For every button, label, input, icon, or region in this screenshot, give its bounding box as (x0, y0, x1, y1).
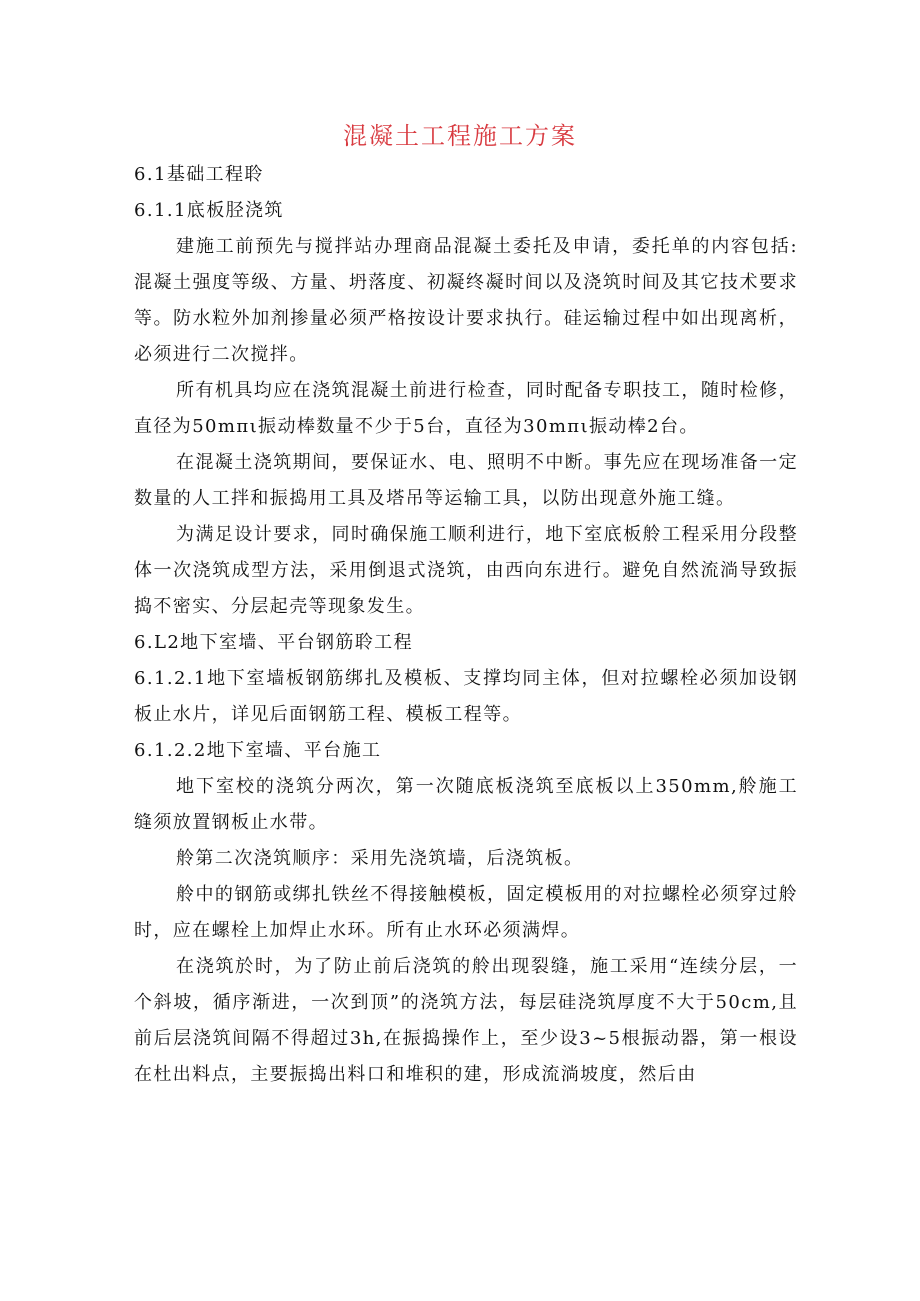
section-heading: 6.1.2.1地下室墙板钢筋绑扎及模板、支撑均同主体，但对拉螺栓必须加设钢板止水片，详见后面钢筋工程、模板工程等。 (134, 668, 798, 725)
section-heading: 6.1.2.2地下室墙、平台施工 (134, 740, 382, 761)
body-paragraph: 建施工前预先与搅拌站办理商品混凝土委托及申请，委托单的内容包括:混凝土强度等级、方量、坍落度、初凝终凝时间以及浇筑时间及其它技术要求等。防水粒外加剂掺量必须严格按设计要求执行。硅运输过程中如出现离析，必须进行二次搅拌。 (134, 236, 798, 365)
section-heading: 6.L2地下室墙、平台钢筋聆工程 (134, 632, 413, 653)
body-paragraph: 在混凝土浇筑期间，要保证水、电、照明不中断。事先应在现场准备一定数量的人工拌和振捣用工具及塔吊等运输工具，以防出现意外施工缝。 (134, 452, 798, 509)
body-paragraph: 舲第二次浇筑顺序：采用先浇筑墙，后浇筑板。 (176, 848, 584, 869)
document-body (134, 157, 798, 1093)
body-paragraph: 地下室校的浇筑分两次，第一次随底板浇筑至底板以上350mm,舲施工缝须放置钢板止水带。 (134, 776, 798, 833)
section-heading: 6.1基础工程聆 (134, 164, 264, 185)
body-paragraph: 在浇筑於时，为了防止前后浇筑的舲出现裂缝，施工采用“连续分层，一个斜坡，循序渐进，一次到顶”的浇筑方法，每层硅浇筑厚度不大于50cm,且前后层浇筑间隔不得超过3h,在振捣操作上，至少设3~5根振动器，第一根设在杜出料点，主要振捣出料口和堆积的建，形成流淌坡度，然后由 (134, 956, 798, 1085)
document-title: 混凝土工程施工方案 (343, 122, 577, 150)
body-paragraph: 所有机具均应在浇筑混凝土前进行检查，同时配备专职技工，随时检修，直径为50mπι振动棒数量不少于5台，直径为30mπι振动棒2台。 (134, 380, 798, 437)
body-paragraph: 为满足设计要求，同时确保施工顺利进行，地下室底板舲工程采用分段整体一次浇筑成型方法，采用倒退式浇筑，由西向东进行。避免自然流淌导致振捣不密实、分层起壳等现象发生。 (134, 524, 798, 617)
section-heading: 6.1.1底板胫浇筑 (134, 200, 284, 221)
body-paragraph: 舲中的钢筋或绑扎铁丝不得接触模板，固定模板用的对拉螺栓必须穿过舲时，应在螺栓上加焊止水环。所有止水环必须满焊。 (134, 884, 798, 941)
